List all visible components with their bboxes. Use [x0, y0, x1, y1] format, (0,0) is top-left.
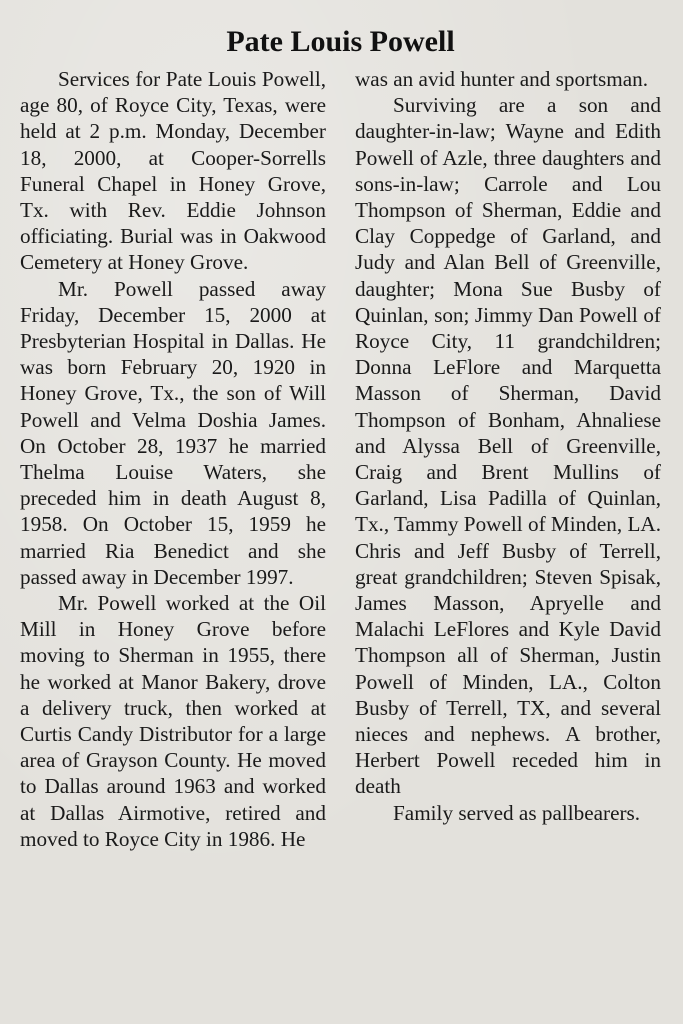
- left-column: [20, 66, 326, 852]
- paragraph-survivors: Surviving are a son and daughter-in-law; Wayne and Edith Powell of Azle, three daughters and sons-in-law; Carrole and Lou Thompson of Sherman, Eddie and Clay Coppedge of Garland, and Judy and Alan Bell of Greenville, daughter; Mona Sue Busby of Quinlan, son; Jimmy Dan Powell of Royce City, 11 grandchildren; Donna LeFlore and Marquetta Masson of Sherman, David Thompson of Bonham, Ahnaliese and Alyssa Bell of Greenville, Craig and Brent Mullins of Garland, Lisa Padilla of Quinlan, Tx., Tammy Powell of Minden, LA. Chris and Jeff Busby of Terrell, great grandchildren; Steven Spisak, James Masson, Apryelle and Malachi LeFlores and Kyle David Thompson all of Sherman, Justin Powell of Minden, LA., Colton Busby of Terrell, TX, and several nieces and nephews. A brother, Herbert Powell receded him in death: [355, 93, 661, 799]
- paragraph-death-birth: Mr. Powell passed away Friday, December 15, 2000 at Presbyterian Hospital in Dallas. He was born February 20, 1920 in Honey Grove, Tx., the son of Will Powell and Velma Doshia James. On October 28, 1937 he married Thelma Louise Waters, she preceded him in death August 8, 1958. On October 15, 1959 he married Ria Benedict and she passed away in December 1997.: [20, 276, 326, 589]
- obituary-title: Pate Louis Powell: [226, 25, 455, 58]
- paragraph-career: Mr. Powell worked at the Oil Mill in Honey Grove before moving to Sherman in 1955, there he worked at Manor Bakery, drove a delivery truck, then worked at Curtis Candy Distributor for a large area of Grayson County. He moved to Dallas around 1963 and worked at Dallas Airmotive, retired and moved to Royce City in 1986. He: [20, 591, 326, 851]
- paragraph-services: Services for Pate Louis Powell, age 80, of Royce City, Texas, were held at 2 p.m. Monday, December 18, 2000, at Cooper-Sorrells Funeral Chapel in Honey Grove, Tx. with Rev. Eddie Johnson officiating. Burial was in Oakwood Cemetery at Honey Grove.: [20, 67, 326, 275]
- article-columns: [20, 66, 661, 852]
- paragraph-hobbies: was an avid hunter and sportsman.: [355, 67, 649, 91]
- paragraph-pallbearers: Family served as pallbearers.: [393, 800, 641, 825]
- right-column: [355, 66, 661, 852]
